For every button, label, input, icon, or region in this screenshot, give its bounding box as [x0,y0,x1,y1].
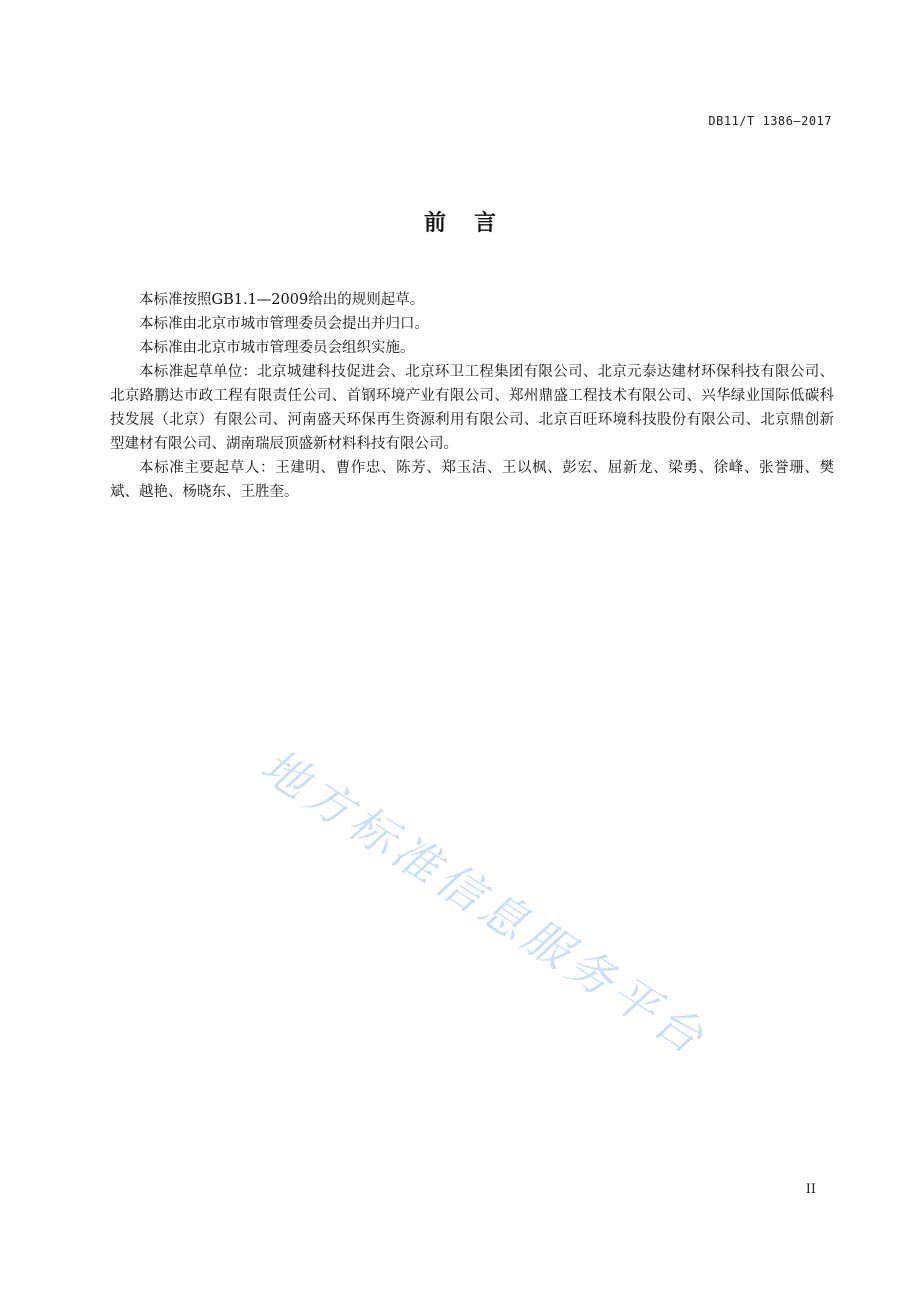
document-code: DB11/T 1386—2017 [708,114,832,128]
paragraph-proposer: 本标准由北京市城市管理委员会提出并归口。 [139,316,429,332]
paragraph-implementer: 本标准由北京市城市管理委员会组织实施。 [139,340,415,356]
watermark: 地方标准信息服务平台 [251,738,718,1067]
paragraph-drafting-units: 本标准起草单位：北京城建科技促进会、北京环卫工程集团有限公司、北京元泰达建材环保科技有限公司、北京路鹏达市政工程有限责任公司、首钢环境产业有限公司、郑州鼎盛工程技术有限公司、兴华绿业国际低碳科技发展（北京）有限公司、河南盛天环保再生资源利用有限公司、北京百旺环境科技股份有限公司、北京鼎创新型建材有限公司、湖南瑞辰顶盛新材料科技有限公司。 [110,364,834,452]
paragraph-drafting-rules: 本标准按照GB1.1—2009给出的规则起草。 [139,292,425,308]
page-number: II [805,1182,816,1197]
paragraph-drafters: 本标准主要起草人：王建明、曹作忠、陈芳、郑玉洁、王以枫、彭宏、屈新龙、梁勇、徐峰、张誉珊、樊斌、越艳、杨晓东、王胜奎。 [110,460,834,500]
page-title: 前言 [423,211,524,236]
foreword-body [110,288,834,504]
